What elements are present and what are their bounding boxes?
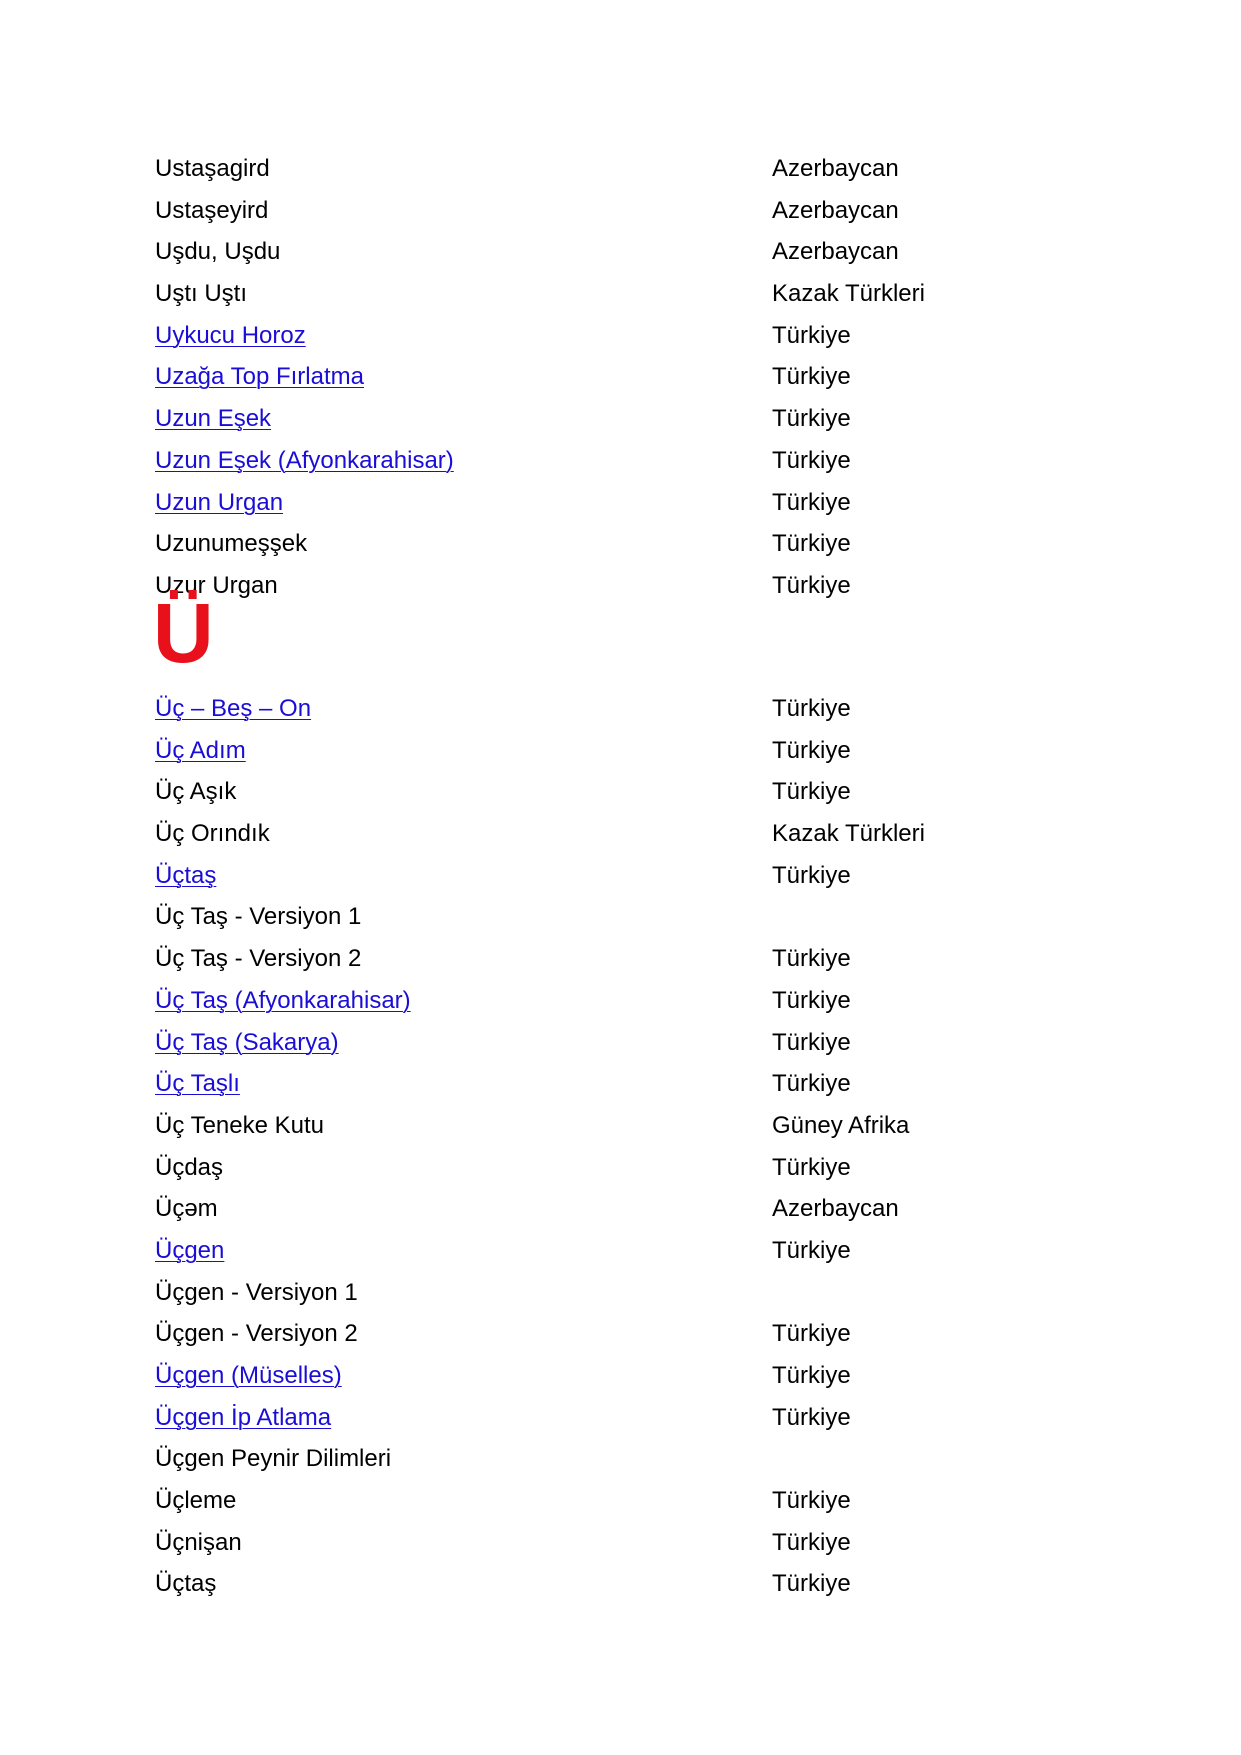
entry-row: [155, 771, 1055, 813]
entry-country: Azerbaycan: [772, 238, 899, 266]
entry-row: [155, 896, 1055, 938]
entry-list-u-umlaut: [155, 688, 1055, 1605]
entry-name: Üç Teneke Kutu: [155, 1111, 324, 1139]
entry-country: Türkiye: [772, 945, 851, 973]
entry-country: Türkiye: [772, 1028, 851, 1056]
entry-row: [155, 315, 1055, 357]
entry-name-link[interactable]: Uzun Urgan: [155, 488, 284, 516]
entry-name: Üç Orındık: [155, 820, 270, 848]
entry-row: [155, 398, 1055, 440]
entry-row: [155, 1230, 1055, 1272]
entry-name-link[interactable]: Üç Taş (Sakarya): [155, 1028, 339, 1056]
entry-name: Uştı Uştı: [155, 280, 248, 308]
entry-country: Türkiye: [772, 736, 851, 764]
entry-name-link[interactable]: Üç – Beş – On: [155, 695, 312, 722]
entry-name-link[interactable]: Üçgen (Müselles): [155, 1362, 342, 1389]
entry-country: Azerbaycan: [772, 155, 899, 182]
entry-row: [155, 1063, 1055, 1105]
entry-row: [155, 1563, 1055, 1605]
entry-row: [155, 1022, 1055, 1064]
entry-row: [155, 190, 1055, 232]
entry-country: Güney Afrika: [772, 1111, 910, 1139]
entry-row: [155, 1272, 1055, 1314]
entry-name-link[interactable]: Üçtaş: [155, 861, 217, 889]
entry-country: Türkiye: [772, 1236, 851, 1264]
entry-row: [155, 482, 1055, 524]
entry-name: Üçgen - Versiyon 2: [155, 1320, 358, 1348]
entry-country: Türkiye: [772, 488, 851, 516]
entry-country: Kazak Türkleri: [772, 280, 925, 308]
entry-country: Türkiye: [772, 530, 851, 558]
entry-name-link[interactable]: Uzun Eşek: [155, 405, 272, 433]
entry-country: Türkiye: [772, 321, 851, 349]
entry-row: [155, 565, 1055, 607]
entry-name-link[interactable]: Uzağa Top Fırlatma: [155, 363, 364, 391]
entry-country: Türkiye: [772, 1070, 851, 1098]
entry-name-link[interactable]: Uzun Eşek (Afyonkarahisar): [155, 446, 454, 474]
entry-row: [155, 813, 1055, 855]
entry-name-link[interactable]: Üç Adım: [155, 736, 246, 764]
entry-country: Türkiye: [772, 986, 851, 1014]
entry-country: Türkiye: [772, 1362, 851, 1389]
entry-name-link[interactable]: Üç Taş (Afyonkarahisar): [155, 986, 411, 1014]
entry-list-u: [155, 148, 1055, 607]
entry-name: Üç Taş - Versiyon 1: [155, 903, 362, 931]
section-letter-heading: Ü: [153, 586, 214, 680]
entry-row: [155, 148, 1055, 190]
entry-country: Türkiye: [772, 861, 851, 889]
entry-country: Türkiye: [772, 1403, 851, 1431]
entry-country: Türkiye: [772, 1487, 851, 1515]
entry-name: Üç Taş - Versiyon 2: [155, 945, 362, 973]
entry-row: [155, 1355, 1055, 1397]
entry-country: Türkiye: [772, 1528, 851, 1556]
entry-name: Üçtaş: [155, 1570, 217, 1598]
entry-name: Uzunumeşşek: [155, 530, 308, 558]
entry-row: [155, 273, 1055, 315]
entry-country: Türkiye: [772, 446, 851, 474]
entry-country: Kazak Türkleri: [772, 820, 925, 848]
entry-row: [155, 938, 1055, 980]
entry-row: [155, 1188, 1055, 1230]
entry-row: [155, 231, 1055, 273]
entry-name: Üçgen Peynir Dilimleri: [155, 1445, 392, 1473]
entry-row: [155, 523, 1055, 565]
entry-row: [155, 1438, 1055, 1480]
entry-row: [155, 1397, 1055, 1439]
entry-row: [155, 688, 1055, 730]
entry-country: Azerbaycan: [772, 196, 899, 224]
entry-name: Üçdaş: [155, 1153, 224, 1181]
entry-country: Türkiye: [772, 1320, 851, 1348]
entry-name: Uşdu, Uşdu: [155, 238, 281, 266]
entry-row: [155, 1522, 1055, 1564]
entry-row: [155, 356, 1055, 398]
entry-row: [155, 980, 1055, 1022]
entry-country: Türkiye: [772, 1153, 851, 1181]
entry-name: Ustaşagird: [155, 155, 270, 182]
entry-row: [155, 855, 1055, 897]
entry-name: Üçleme: [155, 1487, 237, 1515]
entry-name-link[interactable]: Uykucu Horoz: [155, 321, 306, 349]
entry-name: Uzur Urgan: [155, 571, 278, 599]
entry-country: Türkiye: [772, 1570, 851, 1598]
entry-name: Üçnişan: [155, 1528, 242, 1556]
entry-name: Üçgen - Versiyon 1: [155, 1278, 358, 1306]
entry-country: Türkiye: [772, 363, 851, 391]
entry-country: Azerbaycan: [772, 1195, 899, 1223]
entry-row: [155, 1313, 1055, 1355]
entry-name-link[interactable]: Üç Taşlı: [155, 1070, 240, 1098]
entry-name-link[interactable]: Üçgen İp Atlama: [155, 1403, 332, 1431]
entry-country: Türkiye: [772, 778, 851, 806]
entry-country: Türkiye: [772, 405, 851, 433]
entry-country: Türkiye: [772, 695, 851, 722]
entry-country: Türkiye: [772, 571, 851, 599]
entry-name: Ustaşeyird: [155, 196, 269, 224]
entry-row: [155, 1480, 1055, 1522]
entry-row: [155, 440, 1055, 482]
entry-name-link[interactable]: Üçgen: [155, 1236, 225, 1264]
entry-row: [155, 730, 1055, 772]
entry-name: Üçəm: [155, 1195, 218, 1223]
entry-name: Üç Aşık: [155, 778, 237, 806]
entry-row: [155, 1105, 1055, 1147]
entry-row: [155, 1147, 1055, 1189]
